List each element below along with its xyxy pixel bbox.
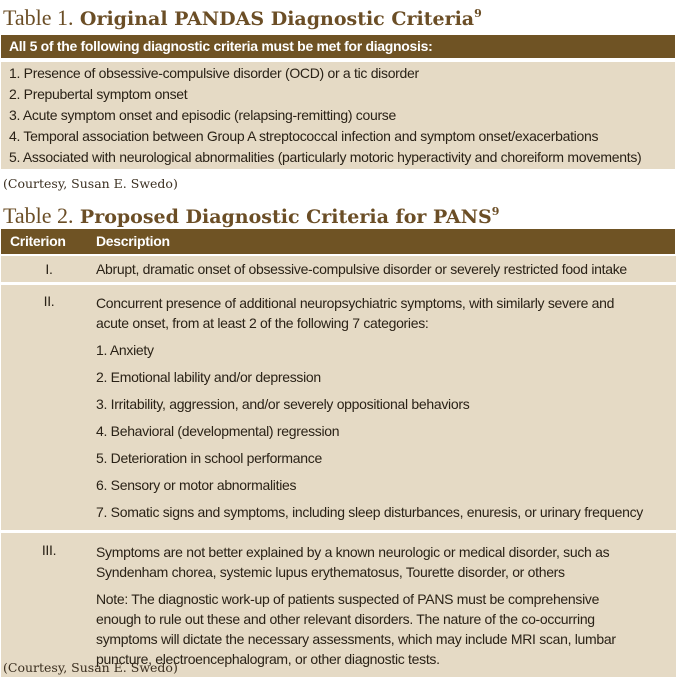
criterion-desc	[86, 533, 676, 677]
category-item: 7. Somatic signs and symptoms, including sleep disturbances, enuresis, or urinary frequency	[96, 504, 643, 520]
table1-header-text: All 5 of the following diagnostic criteria must be met for diagnosis:	[9, 38, 433, 54]
category-item: 1. Anxiety	[96, 342, 154, 358]
category-item: 2. Emotional lability and/or depression	[96, 369, 321, 385]
criterion-desc	[86, 256, 676, 282]
table2-ref: 9	[491, 205, 500, 218]
table2-label: Table 2.	[3, 203, 74, 228]
category-item: 4. Behavioral (developmental) regression	[96, 423, 340, 439]
table1-ref: 9	[474, 7, 482, 20]
table1-caption	[3, 2, 482, 31]
table2-title: Proposed Diagnostic Criteria for PANS	[79, 206, 492, 228]
table2-caption	[3, 200, 499, 229]
criterion-num: I.	[45, 261, 53, 277]
table1-item: 2. Prepubertal symptom onset	[9, 86, 188, 102]
table2	[1, 256, 676, 677]
note-text: puncture, electroencephalogram, or other diagnostic tests.	[96, 651, 440, 667]
criterion-text: Symptoms are not better explained by a known neurologic or medical disorder, such as	[96, 544, 610, 560]
note-text: enough to rule out these and other relevant disorders. The nature of the co-occurring	[96, 611, 595, 627]
category-item: 3. Irritability, aggression, and/or severely oppositional behaviors	[96, 396, 470, 412]
category-item: 5. Deterioration in school performance	[96, 450, 322, 466]
table1-body	[1, 62, 675, 169]
table1-courtesy: (Courtesy, Susan E. Swedo)	[3, 176, 178, 191]
criterion-desc	[86, 285, 676, 530]
table2-body	[1, 256, 676, 677]
criterion-text: Abrupt, dramatic onset of obsessive-compulsive disorder or severely restricted food intake	[96, 261, 627, 277]
note-text: symptoms will dictate the necessary assessments, which may include MRI scan, lumbar	[96, 631, 616, 647]
table1-item: 3. Acute symptom onset and episodic (relapsing-remitting) course	[9, 107, 396, 123]
table-row	[1, 256, 676, 282]
category-item: 6. Sensory or motor abnormalities	[96, 477, 297, 493]
table1-item: 5. Associated with neurological abnormalities (particularly motoric hyperactivity and choreiform movements)	[9, 149, 642, 165]
criterion-text: acute onset, from at least 2 of the following 7 categories:	[96, 315, 429, 331]
table-row	[1, 533, 676, 677]
criterion-num: II.	[43, 293, 55, 309]
table2-courtesy: (Courtesy, Susan E. Swedo)	[3, 660, 178, 675]
col-criterion-header: Criterion	[10, 233, 66, 249]
table1-item: 1. Presence of obsessive-compulsive disorder (OCD) or a tic disorder	[9, 65, 419, 81]
criterion-text: Concurrent presence of additional neuropsychiatric symptoms, with similarly severe and	[96, 295, 615, 311]
table1-header-bar	[1, 35, 675, 58]
table2-header-bar	[1, 229, 675, 254]
table1-label: Table 1.	[3, 5, 74, 30]
table1-item: 4. Temporal association between Group A streptococcal infection and symptom onset/exacerbations	[9, 128, 599, 144]
criterion-text: Syndenham chorea, systemic lupus erythematosus, Tourette disorder, or others	[96, 564, 565, 580]
col-description-header: Description	[96, 233, 170, 249]
note-text: Note: The diagnostic work-up of patients suspected of PANS must be comprehensive	[96, 591, 600, 607]
criterion-num: III.	[41, 542, 57, 558]
table1-title: Original PANDAS Diagnostic Criteria	[79, 8, 475, 30]
table-row	[1, 285, 676, 530]
